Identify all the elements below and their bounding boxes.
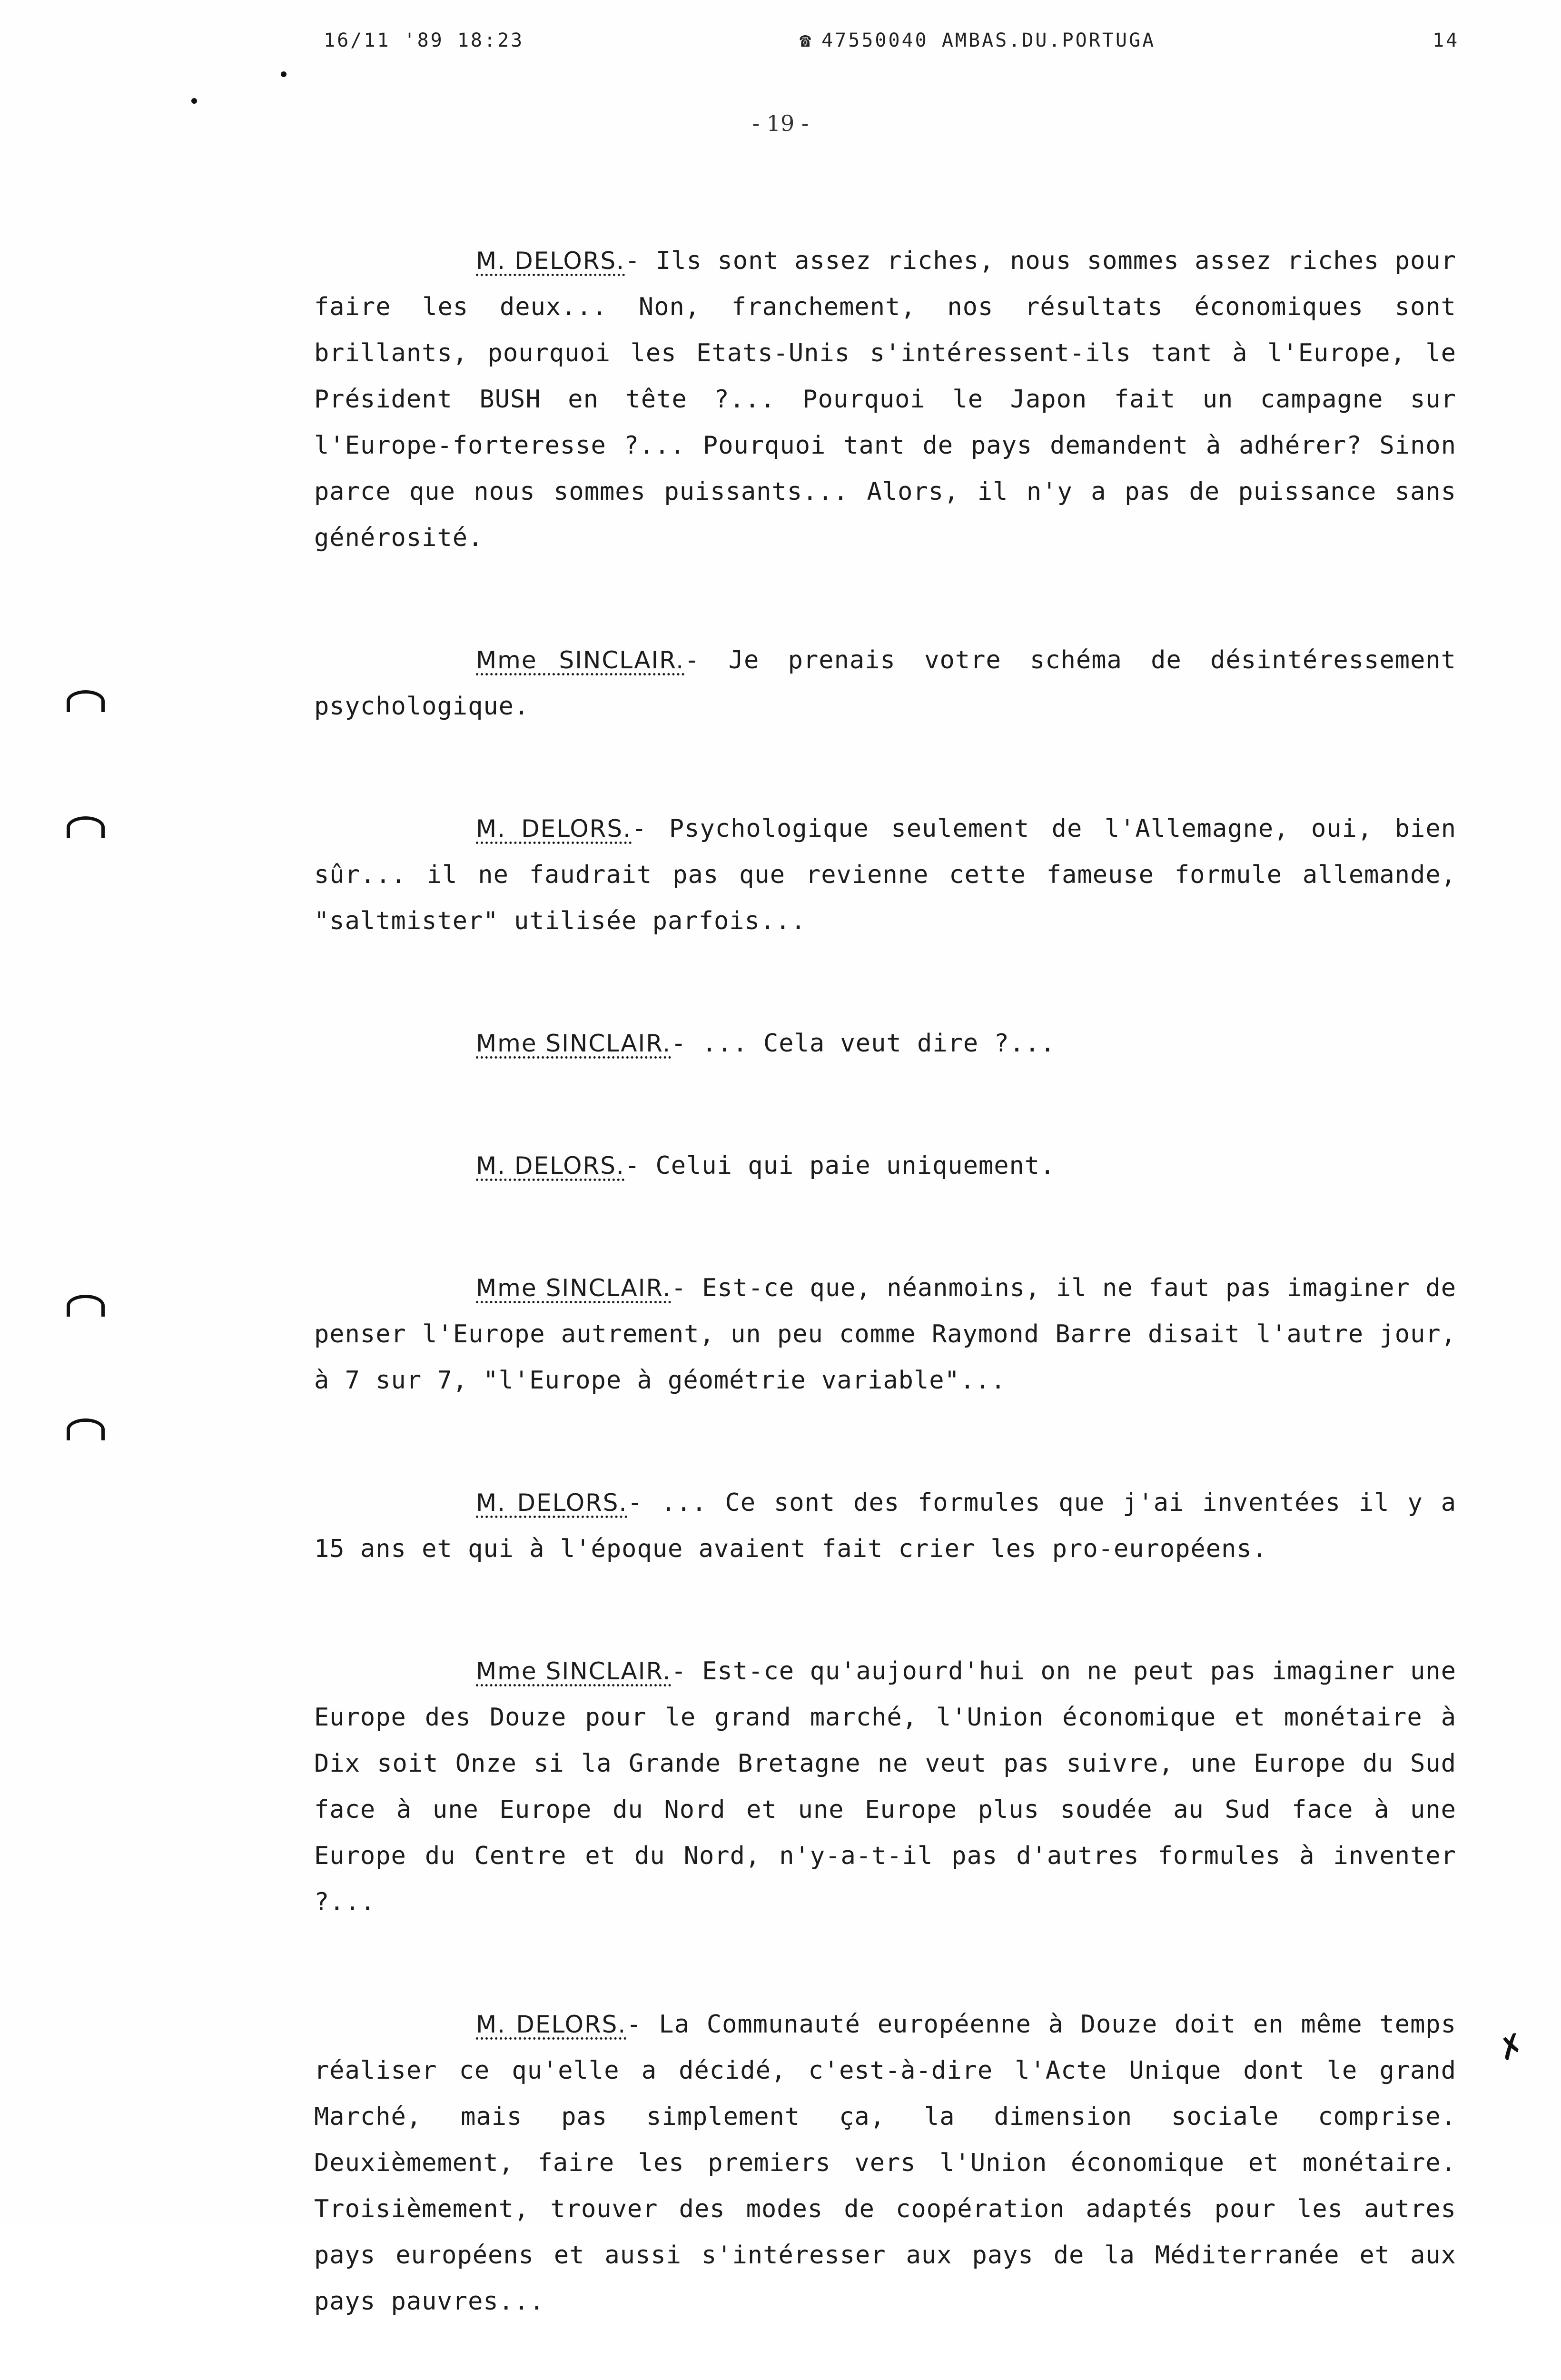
handwritten-margin-mark: ✗ [1492, 2025, 1530, 2069]
paragraph [314, 1480, 1456, 1572]
interview-transcript [314, 238, 1456, 2380]
paragraph [314, 806, 1456, 944]
paragraph [314, 1648, 1456, 1925]
fax-datetime: 16/11 '89 18:23 [324, 30, 524, 51]
punch-hole [67, 816, 105, 838]
speech-text: - Est-ce qu'aujourd'hui on ne peut pas imaginer une Europe des Douze pour le grand marché, l'Union économique et monétaire à Dix soit Onze si la Grande Bretagne ne veut pas suivre, une Europe du Sud face à une Europe du Nord et une Europe plus soudée au Sud face à une Europe du Centre et du Nord, n'y-a-t-il pas d'autres formules à inventer ?... [314, 1657, 1456, 1916]
speech-text: - Ils sont assez riches, nous sommes assez riches pour faire les deux... Non, franchement, nos résultats économiques sont brillants, pourquoi les Etats-Unis s'intéressent-ils tant à l'Europe, le Président BUSH en tête ?... Pourquoi le Japon fait un campagne sur l'Europe-forteresse ?... Pourquoi tant de pays demandent à adhérer? Sinon parce que nous sommes puissants... Alors, il n'y a pas de puissance sans générosité. [314, 247, 1457, 552]
phone-icon: ☎ [800, 30, 813, 51]
fax-header [0, 30, 1561, 58]
paragraph [314, 1143, 1456, 1189]
speaker-name: Mme SINCLAIR. [476, 1274, 672, 1302]
speech-text: - Je prenais votre schéma de désintéressement psychologique. [314, 646, 1456, 721]
speaker-name: Mme SINCLAIR. [476, 1030, 672, 1057]
speaker-name: Mme SINCLAIR. [476, 646, 685, 674]
speaker-name: M. DELORS. [476, 1489, 628, 1517]
paragraph [314, 1021, 1456, 1067]
speaker-name: M. DELORS. [476, 1152, 625, 1180]
speaker-name: M. DELORS. [476, 247, 625, 275]
punch-hole [67, 1418, 105, 1440]
punch-hole [67, 1295, 105, 1317]
speaker-name: M. DELORS. [476, 815, 632, 843]
speaker-name: Mme SINCLAIR. [476, 1657, 672, 1685]
speech-text: - La Communauté européenne à Douze doit en même temps réaliser ce qu'elle a décidé, c'est-à-dire l'Acte Unique dont le grand Marché, mais pas simplement ça, la dimension sociale comprise. Deuxièmement, faire les premiers vers l'Union économique et monétaire. Troisièmement, trouver des modes de coopération adaptés pour les autres pays européens et aussi s'intéresser aux pays de la Méditerranée et aux pays pauvres... [314, 2010, 1456, 2316]
paragraph [314, 637, 1456, 730]
fax-sender [800, 30, 1156, 51]
speech-text: - Est-ce que, néanmoins, il ne faut pas imaginer de penser l'Europe autrement, un peu comme Raymond Barre disait l'autre jour, à 7 sur 7, "l'Europe à géométrie variable"... [314, 1274, 1457, 1395]
paragraph [314, 1265, 1456, 1404]
scan-speck [281, 71, 287, 77]
punch-hole [67, 690, 105, 712]
paragraph [314, 238, 1456, 561]
fax-page-count: 14 [1433, 30, 1460, 51]
speech-text: - Psychologique seulement de l'Allemagne, oui, bien sûr... il ne faudrait pas que revienne cette fameuse formule allemande, "saltmister" utilisée parfois... [314, 814, 1456, 935]
speaker-name: M. DELORS. [476, 2011, 627, 2038]
speech-text: - ... Cela veut dire ?... [671, 1029, 1056, 1058]
speech-text: - ... Ce sont des formules que j'ai inventées il y a 15 ans et qui à l'époque avaient fait crier les pro-européens. [314, 1488, 1456, 1563]
paragraph [314, 2002, 1456, 2325]
speech-text: - Celui qui paie uniquement. [624, 1151, 1056, 1180]
page-number: - 19 - [752, 110, 809, 136]
scan-speck [191, 98, 197, 104]
fax-sender-text: 47550040 AMBAS.DU.PORTUGA [821, 30, 1156, 51]
